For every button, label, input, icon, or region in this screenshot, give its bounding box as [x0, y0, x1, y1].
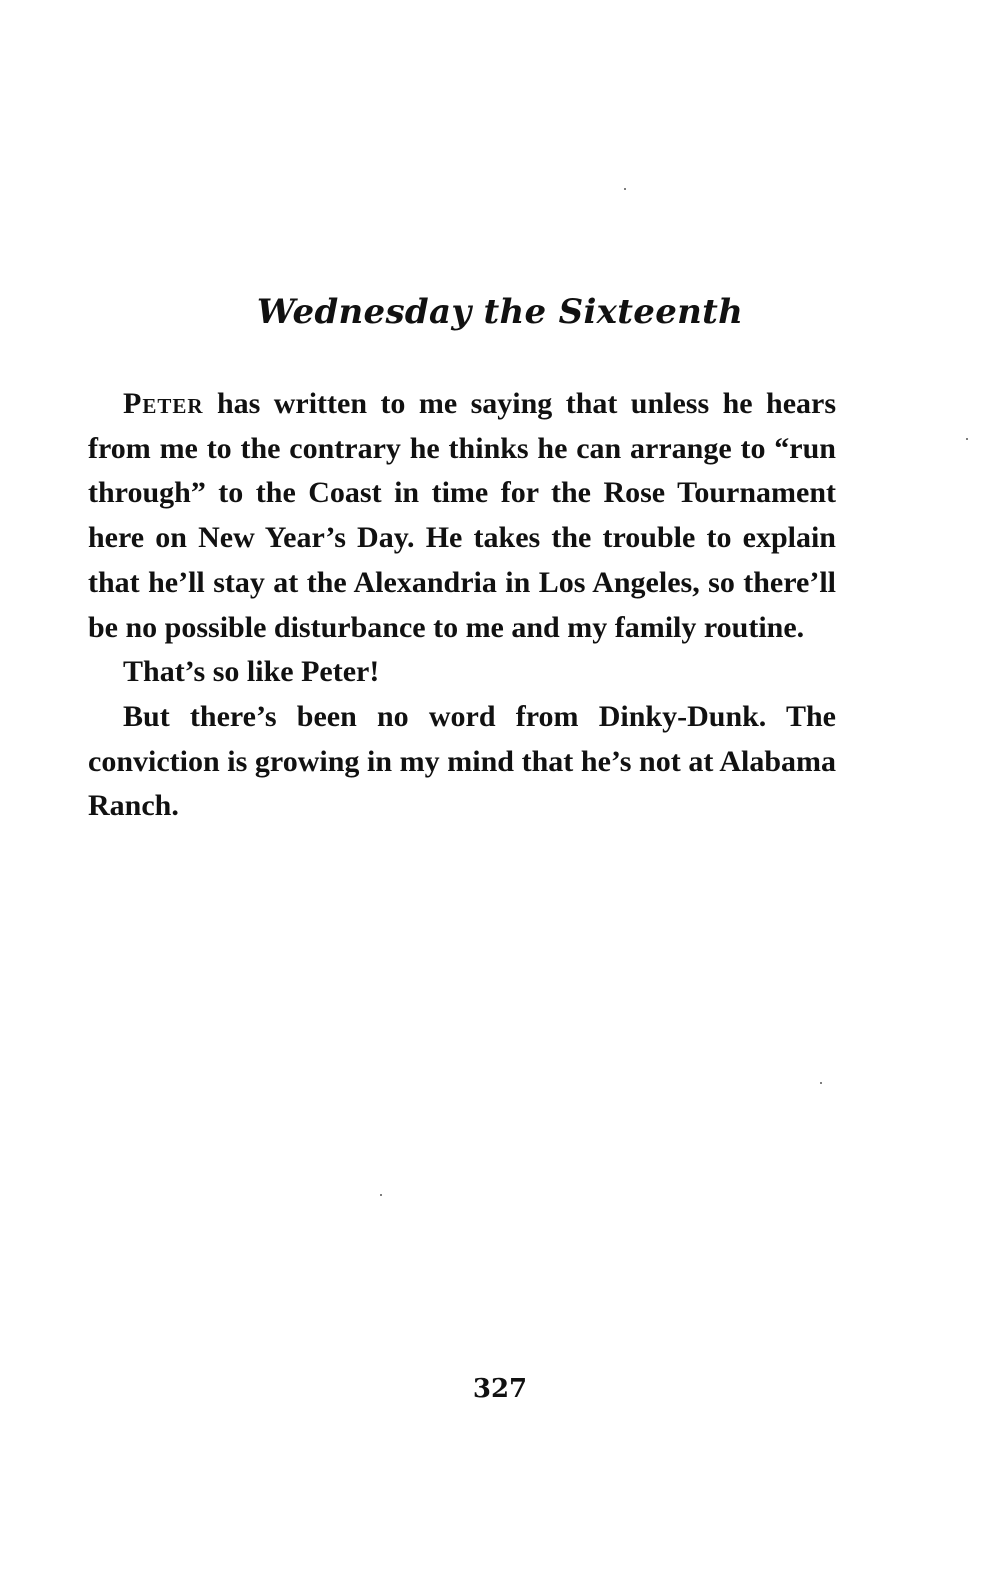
paragraph-2: That’s so like Peter! [123, 655, 380, 689]
paragraph-1-text: has written to me saying that unless he hears from me to the contrary he thinks he can arrange to “run through” to the Coast in time for the Rose Tournament here on New Year’s Day. He takes the trouble to explain that he’ll stay at the Alexandria in Los Angeles, so there’ll be no possible disturbance to me and my family routine. [88, 387, 836, 644]
chapter-heading: Wednesday the Sixteenth [256, 292, 744, 332]
scan-speck [820, 1082, 822, 1084]
paragraph-1 [88, 382, 836, 650]
scan-speck [624, 188, 626, 190]
page-number: 327 [472, 1374, 528, 1404]
scan-speck [966, 438, 968, 440]
scan-speck [380, 1194, 382, 1196]
body-text [88, 382, 836, 829]
paragraph-3: But there’s been no word from Dinky-Dunk. The conviction is growing in my mind that he’s not at Alabama Ranch. [88, 699, 836, 823]
paragraph-lead-word: Peter [123, 387, 204, 420]
